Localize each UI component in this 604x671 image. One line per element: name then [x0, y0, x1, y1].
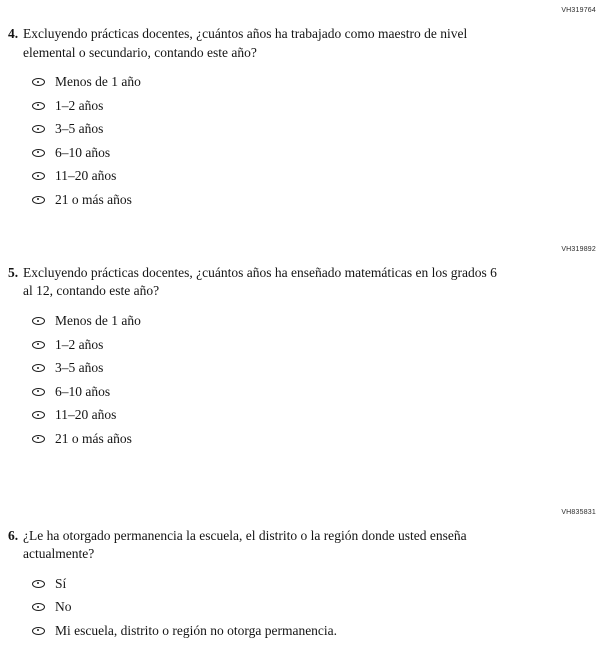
question-number: 6.	[8, 527, 19, 543]
answer-oval-icon[interactable]	[32, 78, 45, 86]
answer-option[interactable]	[32, 385, 598, 399]
answer-oval-icon[interactable]	[32, 388, 45, 396]
answer-option[interactable]	[32, 600, 598, 614]
question-number: 5.	[8, 264, 19, 280]
answer-oval-icon[interactable]	[32, 627, 45, 635]
answer-oval-icon[interactable]	[32, 603, 45, 611]
question-text: Excluyendo prácticas docentes, ¿cuántos años ha trabajado como maestro de nivel elemental o secundario, contando este año?	[23, 26, 468, 60]
answer-oval-icon[interactable]	[32, 435, 45, 443]
answer-option-label: 6–10 años	[55, 144, 111, 160]
answer-option-label: Menos de 1 año	[55, 74, 141, 90]
answer-option-label: 11–20 años	[55, 407, 117, 422]
item-code: VH319892	[561, 245, 596, 253]
answer-option[interactable]	[32, 361, 598, 375]
answer-option[interactable]	[32, 169, 598, 183]
answer-option[interactable]	[32, 338, 598, 352]
answer-oval-icon[interactable]	[32, 125, 45, 133]
answer-option-label: 1–2 años	[55, 97, 104, 113]
answer-option-label: 6–10 años	[55, 383, 111, 399]
answer-option[interactable]	[32, 624, 598, 638]
answer-option[interactable]	[32, 577, 598, 591]
question-6	[8, 527, 598, 564]
answer-oval-icon[interactable]	[32, 411, 45, 419]
question-number: 4.	[8, 26, 19, 41]
question-block-6	[8, 508, 598, 638]
question-text: ¿Le ha otorgado permanencia la escuela, el distrito o la región donde usted enseña actualmente?	[23, 527, 467, 562]
answer-option[interactable]	[32, 408, 598, 422]
answer-oval-icon[interactable]	[32, 341, 45, 349]
answer-option-label: Sí	[55, 575, 67, 591]
answer-option[interactable]	[32, 99, 598, 113]
answer-oval-icon[interactable]	[32, 196, 45, 204]
answer-option[interactable]	[32, 146, 598, 160]
question-block-4	[8, 6, 598, 207]
answer-option[interactable]	[32, 75, 598, 89]
question-text: Excluyendo prácticas docentes, ¿cuántos años ha enseñado matemáticas en los grados 6 al 12, contando este año?	[23, 264, 497, 299]
answer-option-label: 3–5 años	[55, 360, 104, 375]
answer-option[interactable]	[32, 314, 598, 328]
answer-oval-icon[interactable]	[32, 317, 45, 325]
answer-option-label: 21 o más años	[55, 191, 132, 207]
question-5	[8, 264, 598, 301]
answer-option-label: No	[55, 599, 72, 615]
question-4	[8, 25, 598, 62]
answer-option[interactable]	[32, 432, 598, 446]
answer-option-label: 21 o más años	[55, 430, 132, 446]
answer-option-label: 1–2 años	[55, 336, 104, 352]
answer-option-label: 11–20 años	[55, 168, 117, 184]
answer-oval-icon[interactable]	[32, 580, 45, 588]
answer-option[interactable]	[32, 122, 598, 136]
answer-option[interactable]	[32, 193, 598, 207]
answer-option-label: Menos de 1 año	[55, 313, 141, 328]
answer-oval-icon[interactable]	[32, 172, 45, 180]
question-block-5	[8, 245, 598, 446]
answer-option-label: Mi escuela, distrito o región no otorga permanencia.	[55, 622, 338, 638]
answer-options-q6	[32, 577, 598, 638]
answer-oval-icon[interactable]	[32, 364, 45, 372]
item-code: VH319764	[561, 7, 596, 14]
item-code: VH835831	[561, 508, 596, 516]
answer-option-label: 3–5 años	[55, 121, 104, 137]
answer-options-q4	[32, 75, 598, 207]
answer-oval-icon[interactable]	[32, 102, 45, 110]
answer-options-q5	[32, 314, 598, 446]
answer-oval-icon[interactable]	[32, 149, 45, 157]
